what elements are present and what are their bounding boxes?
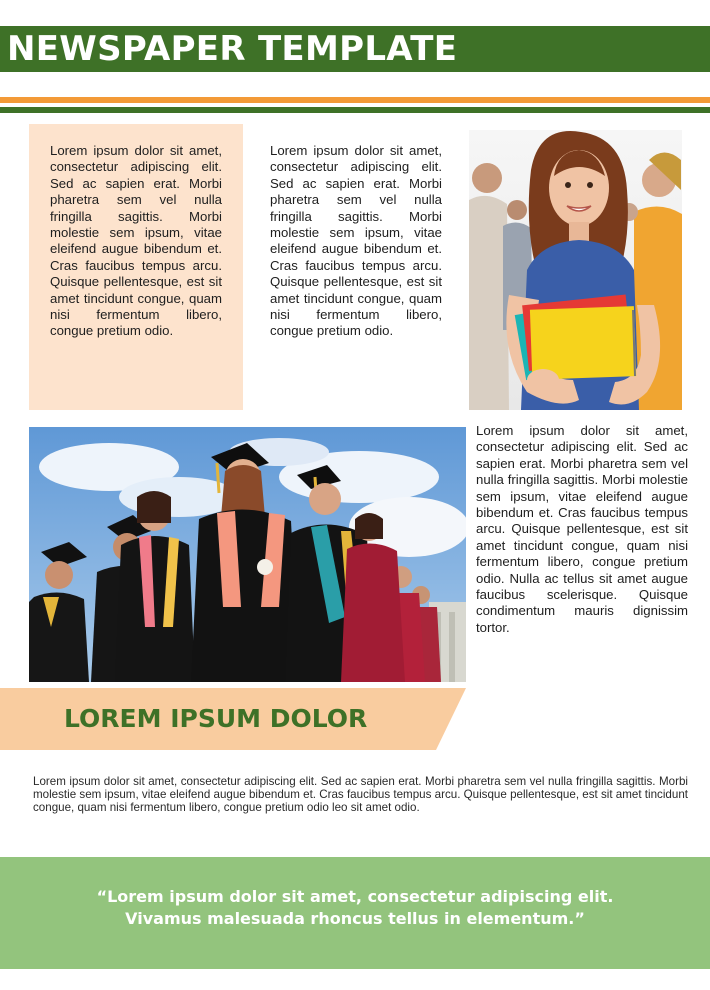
pull-quote [0, 886, 710, 930]
student-photo [469, 130, 682, 410]
body-paragraph: Lorem ipsum dolor sit amet, consectetur adipiscing elit. Sed ac sapien erat. Morbi pharetra sem vel nulla fringilla sagittis. Morbi molestie sem ipsum, vitae eleifend augue bibendum et. Cras faucibus tempus arcu. Quisque pellentesque, est sit amet tincidunt congue, quam nisi fermentum libero, congue pretium odio leo sit amet odio. [33, 775, 688, 815]
quote-line-2: Vivamus malesuada rhoncus tellus in elementum.” [125, 909, 585, 928]
text-box-peach [29, 124, 243, 410]
graduates-photo [29, 427, 466, 682]
banner-heading: LOREM IPSUM DOLOR [64, 704, 368, 733]
page-title: NEWSPAPER TEMPLATE [7, 29, 458, 69]
quote-line-1: “Lorem ipsum dolor sit amet, consectetur adipiscing elit. [96, 887, 614, 906]
middle-column-paragraph: Lorem ipsum dolor sit amet, consectetur adipiscing elit. Sed ac sapien erat. Morbi pharetra sem vel nulla fringilla sagittis. Morbi molestie sem ipsum, vitae eleifend augue bibendum et. Cras faucibus tempus arcu. Quisque pellentesque, est sit amet tincidunt congue, quam nisi fermentum libero, congue pretium odio. [270, 143, 442, 339]
section-banner [0, 688, 466, 750]
divider-green [0, 107, 710, 113]
title-bar [0, 26, 710, 72]
quote-box [0, 857, 710, 969]
right-column-paragraph: Lorem ipsum dolor sit amet, consectetur adipiscing elit. Sed ac sapien erat. Morbi pharetra sem vel nulla fringilla sagittis. Morbi molestie sem ipsum, vitae eleifend augue bibendum et. Cras faucibus tempus arcu. Quisque pellentesque, est sit amet tincidunt congue, quam nisi fermentum libero, congue pretium odio. Nulla ac tellus sit amet augue faucibus scelerisque. Quisque condimentum mauris dignissim tortor. [476, 423, 688, 635]
box-paragraph: Lorem ipsum dolor sit amet, consectetur adipiscing elit. Sed ac sapien erat. Morbi pharetra sem vel nulla fringilla sagittis. Morbi molestie sem ipsum, vitae eleifend augue bibendum et. Cras faucibus tempus arcu. Quisque pellentesque, est sit amet tincidunt congue, quam nisi fermentum libero, congue pretium odio. [50, 143, 222, 339]
divider-orange [0, 97, 710, 103]
